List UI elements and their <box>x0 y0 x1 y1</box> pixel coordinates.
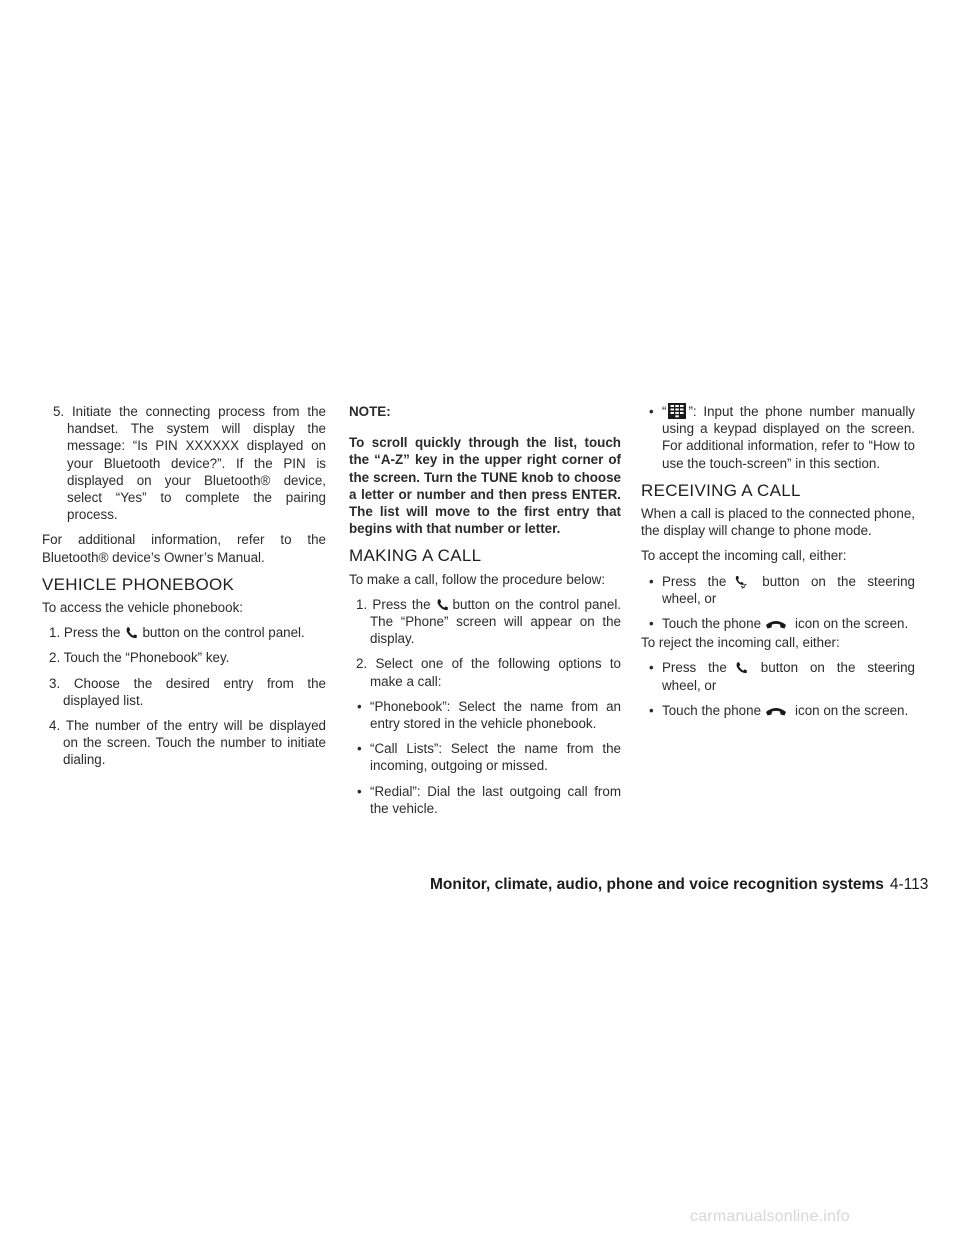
note-text: To scroll quickly through the list, touch the “A-Z” key in the upper right corner of the screen. Turn the TUNE knob to choose a letter or number and then press ENTER. The list will move to the first entry that begins with that number or letter. <box>349 435 621 537</box>
option-call-lists: • “Call Lists”: Select the name from the incoming, outgoing or missed. <box>357 741 621 774</box>
reject-option-1: • Press the button on the steering wheel, or <box>649 660 915 693</box>
column-3 <box>641 403 915 727</box>
column-1 <box>42 403 326 777</box>
phonebook-step-3: 3. Choose the desired entry from the displayed list. <box>49 675 326 708</box>
making-call-step-1: 1. Press the button on the control panel. The “Phone” screen will appear on the display. <box>356 596 622 647</box>
phone-hangup-icon <box>765 619 787 631</box>
option-redial: • “Redial”: Dial the last outgoing call from the vehicle. <box>357 783 621 816</box>
accept-option-1: • Press the button on the steering wheel, or <box>649 573 915 606</box>
page-footer <box>430 876 929 894</box>
phone-hangup-icon <box>765 706 787 718</box>
page-number: 4-113 <box>889 876 929 893</box>
phone-handset-icon <box>125 626 137 640</box>
phone-handset-icon <box>436 598 448 612</box>
phone-handset-icon <box>735 661 747 675</box>
note-label: NOTE: <box>349 404 391 419</box>
heading-receiving-a-call: RECEIVING A CALL <box>641 480 801 500</box>
footer-section-title: Monitor, climate, audio, phone and voice recognition systems <box>430 876 884 893</box>
reject-option-2: • Touch the phone icon on the screen. <box>649 702 909 718</box>
option-keypad: • “ ”: Input the phone number manually using a keypad displayed on the screen. For additional information, refer to “How to use the touch-screen” in this section. <box>649 404 915 471</box>
phonebook-step-1: 1. Press the button on the control panel. <box>49 625 305 641</box>
column-2 <box>349 403 621 825</box>
making-call-step-2: 2. Select one of the following options to make a call: <box>356 656 621 689</box>
heading-vehicle-phonebook: VEHICLE PHONEBOOK <box>42 574 235 594</box>
phonebook-step-4: 4. The number of the entry will be displayed on the screen. Touch the number to initiate dialing. <box>49 718 326 768</box>
making-call-intro: To make a call, follow the procedure below: <box>349 571 606 587</box>
option-phonebook: • “Phonebook”: Select the name from an entry stored in the vehicle phonebook. <box>357 698 621 732</box>
step-5: 5. Initiate the connecting process from the handset. The system will display the message: “Is PIN XXXXXX displayed on your Bluetooth device?”. If the PIN is displayed on your Bluetooth® device, select “Yes” to complete the pairing process. <box>53 404 326 523</box>
phonebook-step-2: 2. Touch the “Phonebook” key. <box>49 650 230 666</box>
phonebook-intro: To access the vehicle phonebook: <box>42 600 243 616</box>
reject-intro: To reject the incoming call, either: <box>641 635 840 651</box>
accept-option-2: • Touch the phone icon on the screen. <box>649 616 909 632</box>
heading-making-a-call: MAKING A CALL <box>349 546 482 566</box>
receiving-intro: When a call is placed to the connected phone, the display will change to phone mode. <box>641 506 915 539</box>
watermark: carmanualsonline.info <box>690 1208 850 1225</box>
keypad-icon <box>668 403 686 419</box>
info-paragraph: For additional information, refer to the Bluetooth® device’s Owner’s Manual. <box>42 532 326 565</box>
accept-intro: To accept the incoming call, either: <box>641 548 847 564</box>
steering-phone-icon <box>734 575 748 589</box>
